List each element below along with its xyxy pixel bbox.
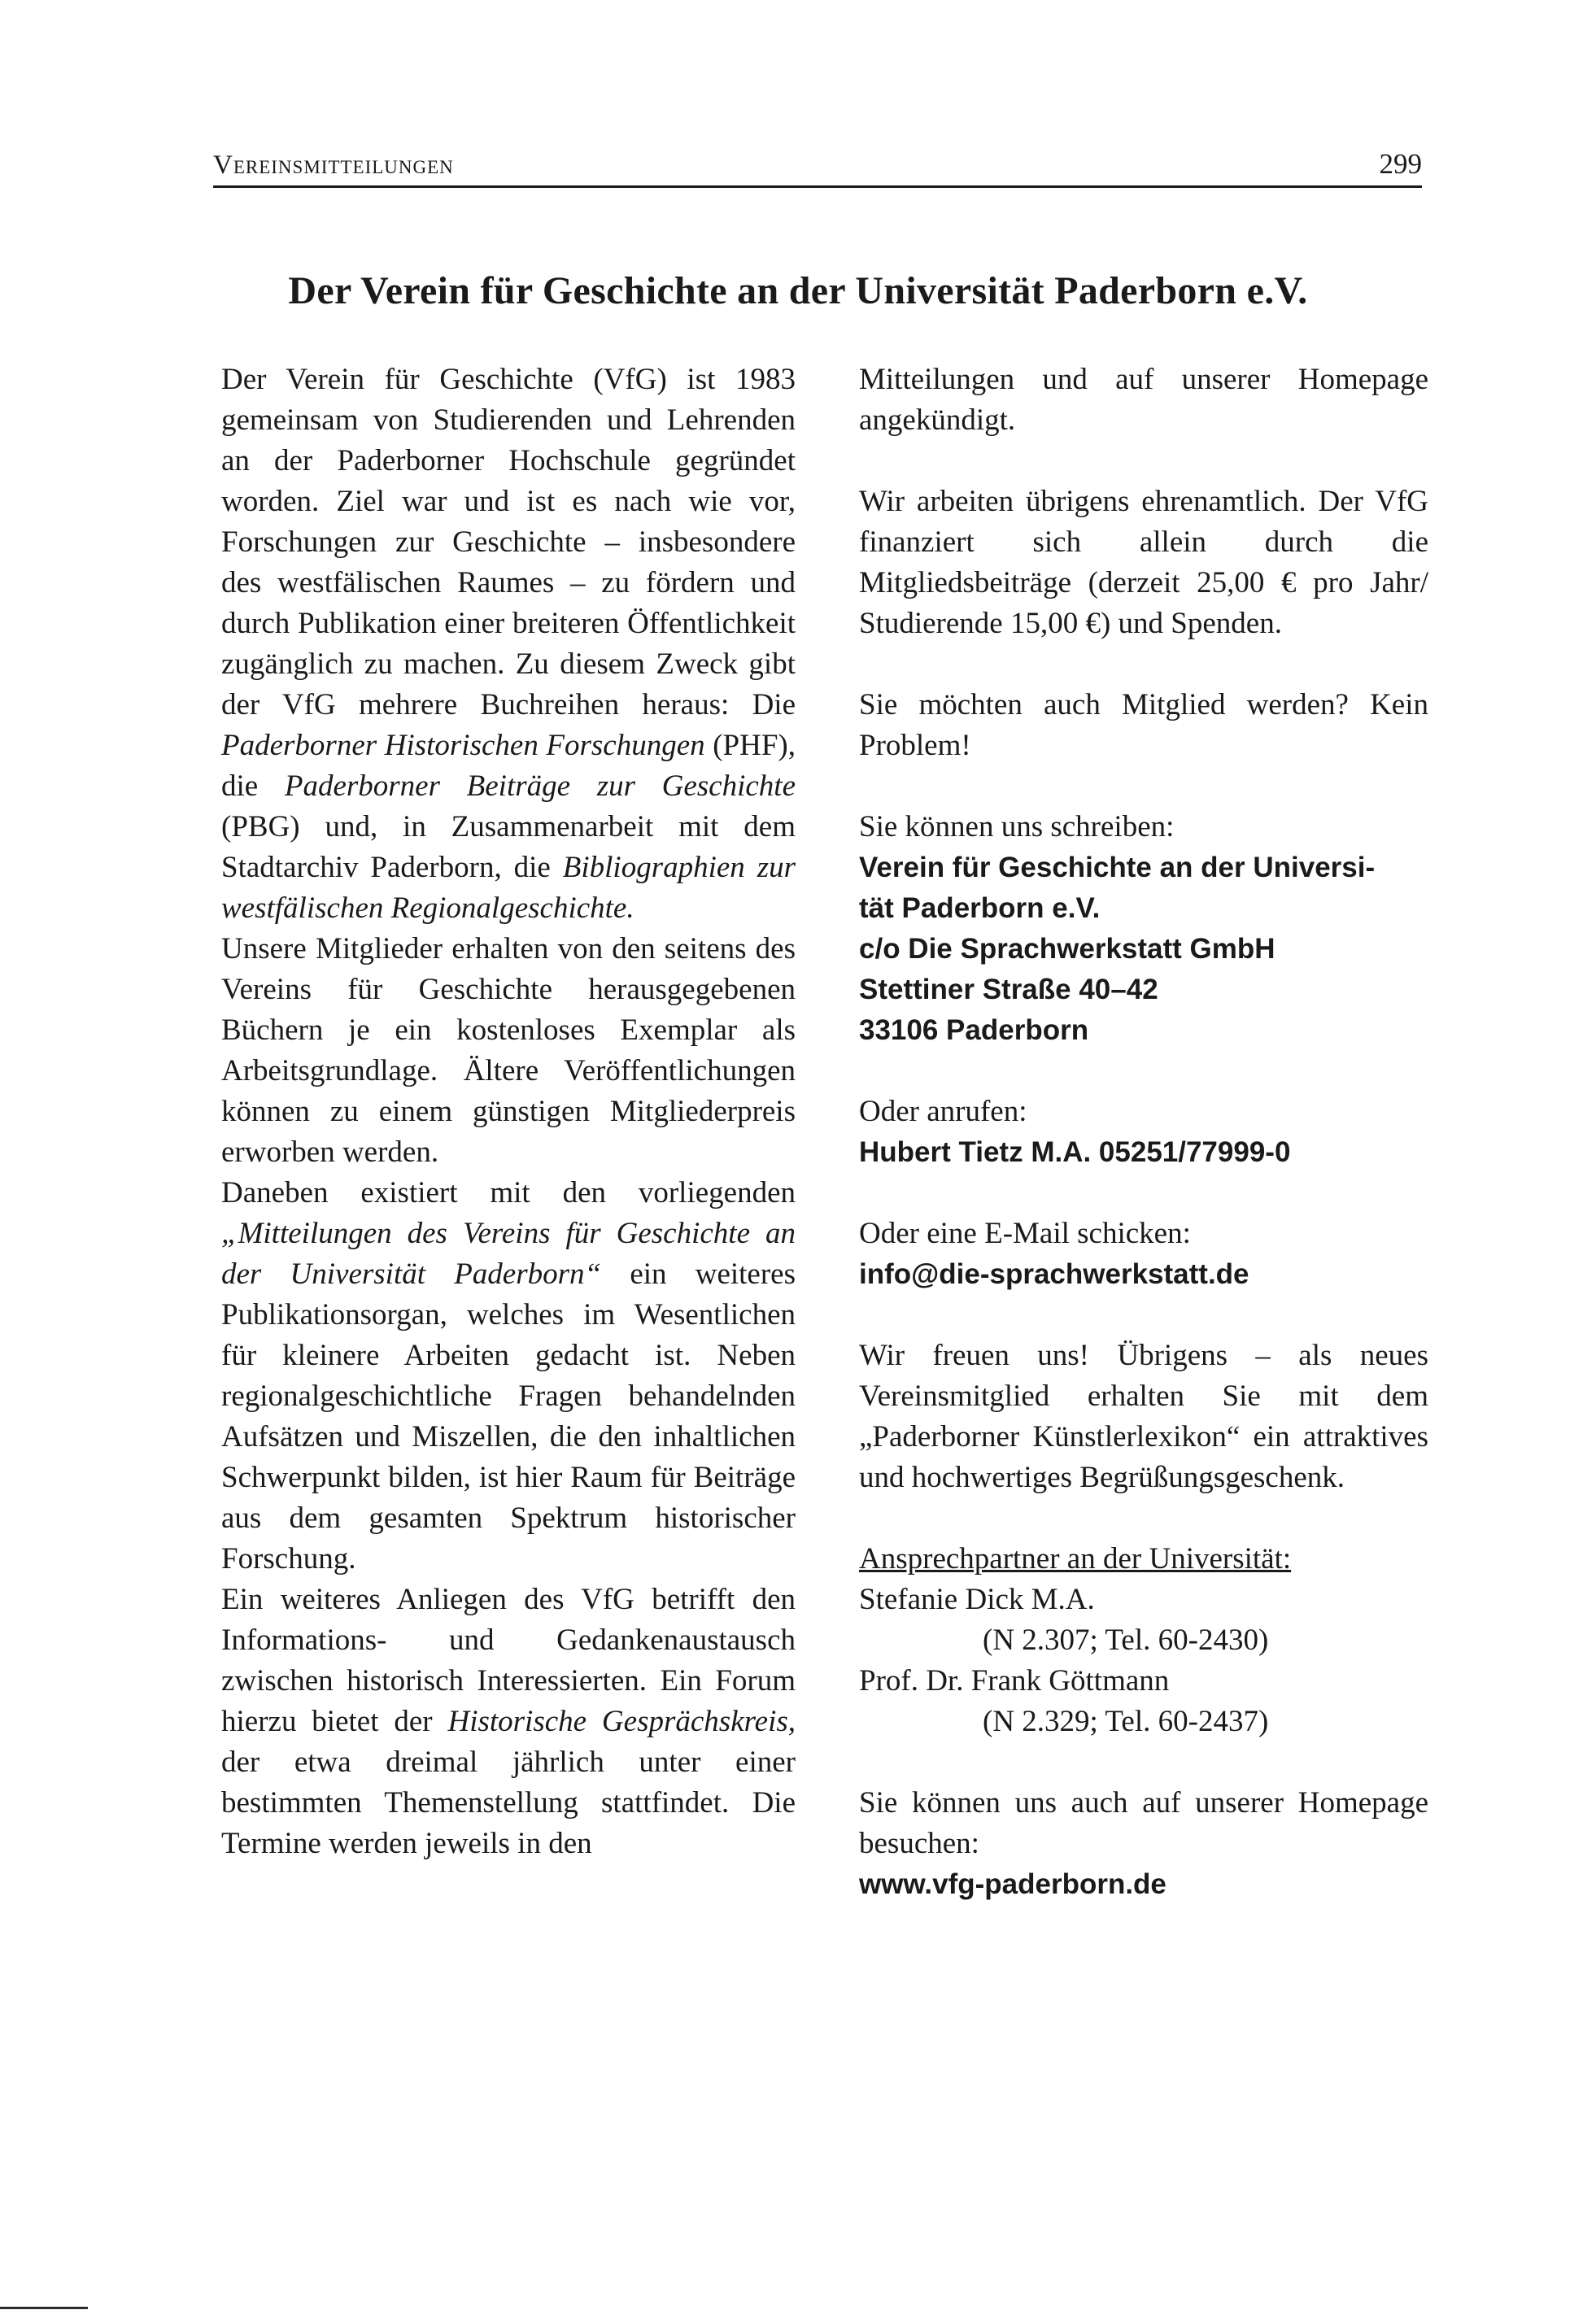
contact-name: Stefanie Dick M.A. — [859, 1583, 1095, 1616]
phone-number: Hubert Tietz M.A. 05251/77999-0 — [859, 1136, 1291, 1168]
section-title: Vereinsmitteilungen — [213, 150, 454, 180]
contact-name: Prof. Dr. Frank Göttmann — [859, 1664, 1170, 1698]
text-segment: Ein weiteres Anliegen des VfG betrifft den Informations- und Gedankenaustausch zwischen historisch Interessierten. Ein Forum hierzu bietet der — [221, 1583, 796, 1738]
paragraph-mitteilungen — [221, 1173, 796, 1580]
paragraph-history — [221, 360, 796, 929]
series-title-pbg: Paderborner Beiträge zur Geschichte — [284, 769, 796, 803]
address-line: Verein für Geschichte an der Universi- — [859, 852, 1376, 883]
paragraph-continuation: Mitteilungen und auf unserer Homepage angekündigt. — [859, 363, 1428, 437]
paragraph-join: Sie möchten auch Mitglied werden? Kein Problem! — [859, 688, 1428, 762]
running-header — [213, 148, 1422, 188]
text-segment: Daneben existiert mit den vorliegenden — [221, 1176, 796, 1209]
text-segment: (PHF), die — [221, 729, 796, 803]
paragraph-members: Unsere Mitglieder erhalten von den seitens des Vereins für Geschichte herausgegebenen Büchern je ein kostenloses Exemplar als Arbeitsgrundlage. Ältere Veröffentlichungen können zu einem günstigen Mitgliederpreis erworben werden. — [221, 932, 796, 1169]
address-line: c/o Die Sprachwerkstatt GmbH — [859, 933, 1275, 965]
footer-rule — [0, 2307, 88, 2309]
contacts-heading — [859, 1539, 1428, 1580]
email-address: info@die-sprachwerkstatt.de — [859, 1258, 1249, 1290]
text-segment: der etwa dreimal jährlich unter einer bestimmten Themenstellung stattfindet. Die Termine werden jeweils in den — [221, 1746, 796, 1860]
homepage-url: www.vfg-paderborn.de — [859, 1868, 1166, 1900]
page-number: 299 — [1379, 148, 1422, 180]
forum-title: Historische Gesprächskreis, — [447, 1705, 796, 1738]
publication-title: „Mitteilungen des Vereins für Geschichte an der Universität Paderborn“ — [221, 1217, 796, 1291]
homepage-intro: Sie können uns auch auf unserer Homepage besuchen: — [859, 1786, 1428, 1860]
paragraph-volunteer: Wir arbeiten übrigens ehrenamtlich. Der VfG finanziert sich allein durch die Mitgliedsbeiträge (derzeit 25,00 € pro Jahr/ Studierende 15,00 €) und Spenden. — [859, 485, 1428, 640]
text-segment: ein weiteres Publikationsorgan, welches im Wesentlichen für kleinere Arbeiten gedacht ist. Neben regionalgeschichtliche Fragen behandelnden Aufsätzen und Miszellen, die den inhaltlichen Schwerpunkt bilden, ist hier Raum für Beiträge aus dem gesamten Spektrum historischer Forschung. — [221, 1257, 796, 1576]
series-title-bibliographien: Bibliographien zur westfälischen Regionalgeschichte. — [221, 851, 796, 925]
contact-detail: (N 2.307; Tel. 60-2430) — [983, 1623, 1269, 1657]
address-line: tät Paderborn e.V. — [859, 892, 1101, 924]
address-line: 33106 Paderborn — [859, 1014, 1089, 1046]
write-intro: Sie können uns schreiben: — [859, 810, 1175, 843]
contact-detail: (N 2.329; Tel. 60-2437) — [983, 1705, 1269, 1738]
call-intro: Oder anrufen: — [859, 1095, 1027, 1128]
series-title-phf: Paderborner Historischen Forschungen — [221, 729, 705, 762]
contacts-heading-text: Ansprechpartner an der Universität: — [859, 1542, 1292, 1576]
text-segment: Der Verein für Geschichte (VfG) ist 1983 gemeinsam von Studierenden und Lehrenden an der Paderborner Hochschule gegründet worden. Ziel war und ist es nach wie vor, Forschungen zur Geschichte – insbesondere des westfälischen Raumes – zu fördern und durch Publikation einer breiteren Öffentlichkeit zugänglich zu machen. Zu diesem Zweck gibt der VfG mehrere Buchreihen heraus: Die — [221, 363, 796, 721]
email-intro: Oder eine E-Mail schicken: — [859, 1217, 1191, 1250]
paragraph-welcome: Wir freuen uns! Übrigens – als neues Vereinsmitglied erhalten Sie mit dem „Paderborner Künstlerlexikon“ ein attraktives und hochwertiges Begrüßungsgeschenk. — [859, 1339, 1428, 1494]
postal-address — [859, 848, 1428, 1051]
paragraph-forum — [221, 1580, 796, 1864]
article-title: Der Verein für Geschichte an der Universität Paderborn e.V. — [288, 269, 1308, 312]
text-segment: (PBG) und, in Zusammenarbeit mit dem Stadtarchiv Paderborn, die — [221, 810, 796, 884]
left-column — [221, 360, 796, 1864]
right-column — [859, 360, 1428, 1905]
address-line: Stettiner Straße 40–42 — [859, 974, 1158, 1005]
